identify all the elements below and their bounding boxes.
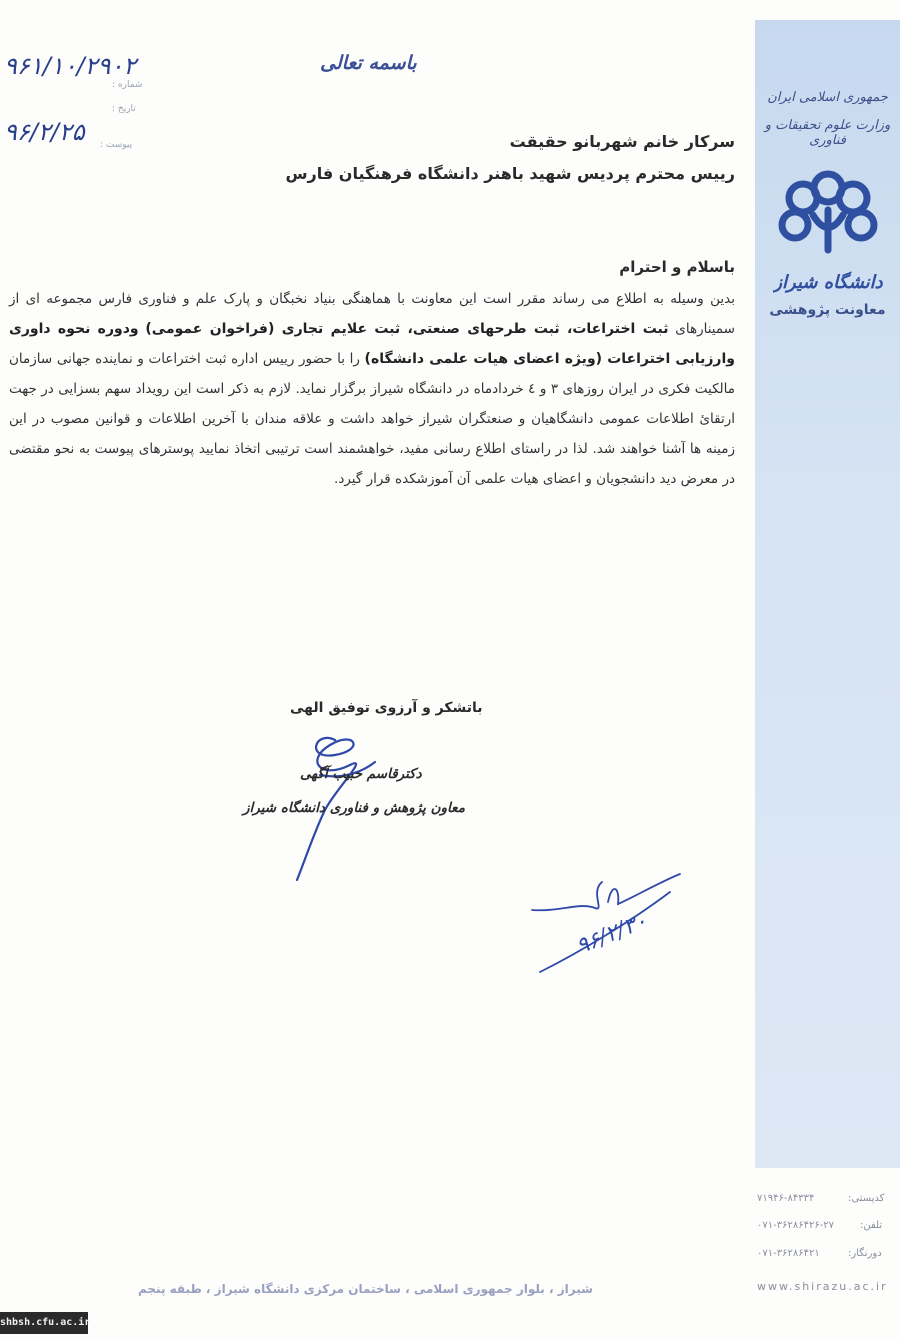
addressee-name: سرکار خانم شهربانو حقیقت (509, 132, 735, 151)
addressee-position: رییس محترم پردیس شهید باهنر دانشگاه فرهنگیان فارس (285, 164, 735, 183)
source-watermark: shbsh.cfu.ac.ir (0, 1312, 88, 1334)
body-segment: بدین وسیله به اطلاع می رساند مقرر است این معاونت با هماهنگی بنیاد نخبگان و پارک علم و فناوری فارس مجموعه ای از سمینارهای (9, 291, 735, 337)
greeting: باسلام و احترام (619, 258, 735, 276)
body-bold-segment: ثبت اختراعات، ثبت طرحهای صنعتی، ثبت علایم تجاری (فراخوان عمومی) (145, 321, 669, 337)
footer-phone-label: تلفن: (860, 1220, 883, 1231)
signer-name: دکترقاسم حبیب آگهی (300, 766, 422, 782)
ministry-line-2: وزارت علوم تحقیقات و فناوری (764, 118, 891, 148)
footer-postal-code: ۷۱۹۴۶-۸۴۳۳۴ (757, 1193, 815, 1204)
ministry-line-1: جمهوری اسلامی ایران (767, 90, 888, 105)
shiraz-university-logo (773, 170, 883, 305)
letter-body (9, 284, 735, 494)
reference-date: ۹۶/۲/۲۵ (4, 118, 85, 146)
signer-title: معاون پژوهش و فناوری دانشگاه شیراز (243, 800, 465, 816)
reference-number-label: شماره : (112, 80, 143, 90)
basmala-heading: باسمه تعالی (320, 52, 417, 74)
footer-address: شیراز ، بلوار جمهوری اسلامی ، ساختمان مرکزی دانشگاه شیراز ، طبقه پنجم (138, 1282, 593, 1296)
body-bold-segment: ودوره نحوه داوری وارزیابی اختراعات (ویژه اعضای هیات علمی دانشگاه) (9, 321, 735, 367)
footer-postal-label: کدپستی: (848, 1193, 885, 1204)
handwritten-note (520, 862, 700, 982)
footer-fax: ۰۷۱-۳۶۲۸۶۴۲۱ (757, 1248, 820, 1259)
research-deputy-label: معاونت پژوهشی (769, 302, 886, 318)
reference-number: ۹۶۱/۱۰/۲۹۰۲ (4, 52, 137, 80)
closing-salutation: باتشکر و آرزوی توفیق الهی (290, 700, 483, 716)
reference-date-label: تاریخ : (112, 104, 136, 114)
logo-wordmark: دانشگاه شیراز (773, 272, 883, 293)
reference-attachment-label: پیوست : (100, 140, 133, 150)
footer-website-link[interactable]: www.shirazu.ac.ir (757, 1280, 888, 1293)
footer-fax-label: دورنگار: (848, 1248, 882, 1259)
letterhead-side-band (755, 20, 900, 1168)
body-segment: را با حضور رییس اداره ثبت اختراعات و نماینده جهانی سازمان مالکیت فکری در ایران روزهای ۳ و ٤ خردادماه در دانشگاه شیراز برگزار نماید. لازم به ذکر است این رویداد سهم بسزایی در جهت ارتقائ اطلاعات عمومی دانشگاهیان و صنعتگران شیراز خواهد داشت و علاقه مندان با آخرین اطلاعات و قوانین مصوب در این زمینه ها آشنا خواهند شد. لذا در راستای اطلاع رسانی مفید، خواهشمند است ترتیبی اتخاذ نمایید پوسترهای پیوست به نحو مقتضی در معرض دید دانشجویان و اعضای هیات علمی آن آموزشکده قرار گیرد. (9, 351, 735, 487)
handwritten-note-date: ۹۶/۲/۳۰ (572, 908, 651, 960)
footer-phone: ۰۷۱-۳۶۲۸۶۴۲۶-۲۷ (757, 1220, 835, 1231)
